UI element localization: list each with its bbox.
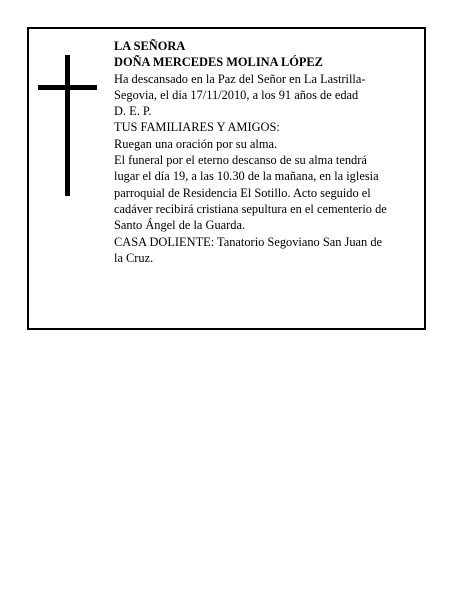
family-heading: TUS FAMILIARES Y AMIGOS: xyxy=(114,120,280,135)
funeral-line: parroquial de Residencia El Sotillo. Acto seguido el xyxy=(114,185,371,200)
rip-text: D. E. P. xyxy=(114,104,152,119)
deceased-name: DOÑA MERCEDES MOLINA LÓPEZ xyxy=(114,55,323,70)
funeral-line: lugar el día 19, a las 10.30 de la mañana, en la iglesia xyxy=(114,169,379,184)
cross-horizontal-bar xyxy=(38,85,97,90)
announcement-line: Segovia, el día 17/11/2010, a los 91 años de edad xyxy=(114,87,359,102)
announcement-line: Ha descansado en la Paz del Señor en La Lastrilla- xyxy=(114,71,366,86)
funeral-line: El funeral por el eterno descanso de su alma tendrá xyxy=(114,153,367,168)
funeral-line: Santo Ángel de la Guarda. xyxy=(114,218,246,233)
prayer-request: Ruegan una oración por su alma. xyxy=(114,136,278,151)
cross-vertical-bar xyxy=(65,55,70,196)
funeral-line: cadáver recibirá cristiana sepultura en el cementerio de xyxy=(114,201,387,216)
obituary-text xyxy=(114,38,418,266)
mourning-house-line: la Cruz. xyxy=(114,250,154,265)
mourning-house-line: CASA DOLIENTE: Tanatorio Segoviano San Juan de xyxy=(114,234,383,249)
notice-heading: LA SEÑORA xyxy=(114,39,186,53)
